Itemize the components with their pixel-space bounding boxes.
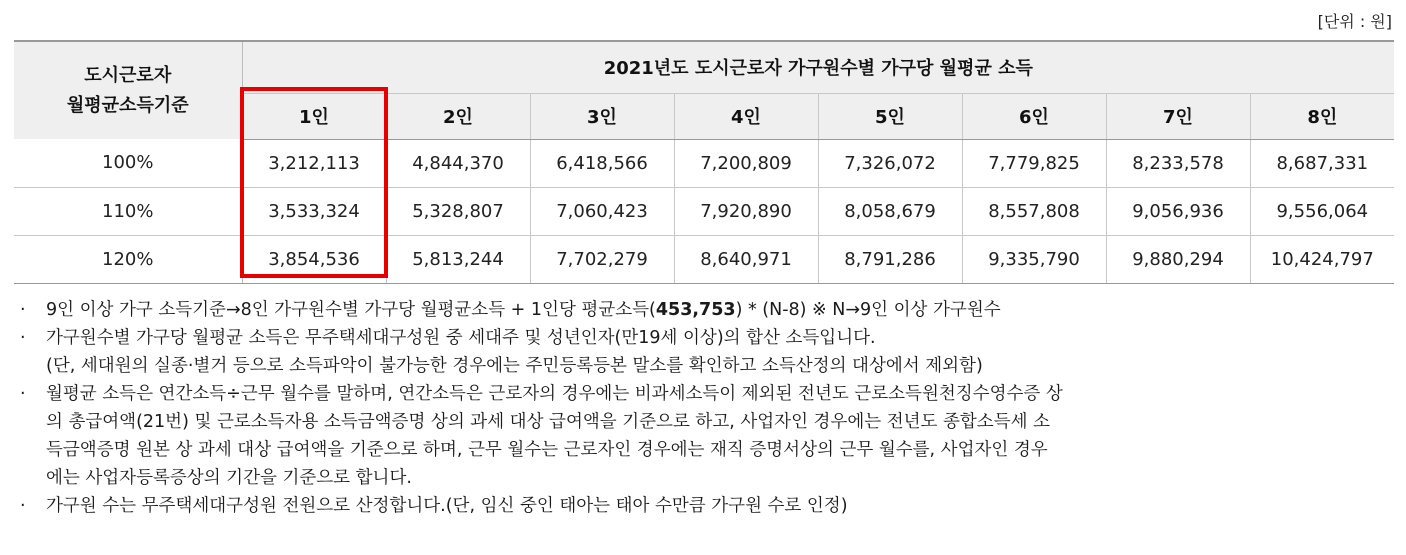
unit-label: [단위 : 원] [1317,12,1392,31]
col-header-3: 3인 [530,93,674,139]
table-cell: 8,058,679 [818,187,962,235]
table-cell: 7,060,423 [530,187,674,235]
note-item [16,380,1396,492]
col-header-5: 5인 [818,93,962,139]
note2-line2: (단, 세대원의 실종·별거 등으로 소득파악이 불가능한 경우에는 주민등록등본 말소를 확인하고 소득산정의 대상에서 제외함) [46,356,983,376]
table-cell: 3,533,324 [242,187,386,235]
bullet: · [20,300,26,320]
note1-part-c: ) * (N-8) ※ N→9인 이상 가구원수 [735,300,1001,320]
table-cell: 7,326,072 [818,139,962,187]
table-cell: 9,335,790 [962,235,1106,283]
table-row [14,139,1394,187]
table-cell: 7,920,890 [674,187,818,235]
group-header: 2021년도 도시근로자 가구원수별 가구당 월평균 소득 [242,41,1394,93]
note3-line2: 의 총급여액(21번) 및 근로소득자용 소득금액증명 상의 과세 대상 급여액을 기준으로 하고, 사업자인 경우에는 전년도 종합소득세 소 [46,412,1050,432]
table-cell: 4,844,370 [386,139,530,187]
col-header-6: 6인 [962,93,1106,139]
note-item [16,324,1396,380]
note-text [46,324,1396,380]
col-header-1: 1인 [242,93,386,139]
bullet: · [20,496,26,516]
table-cell: 8,640,971 [674,235,818,283]
note3-line3: 득금액증명 원본 상 과세 대상 급여액을 기준으로 하며, 근무 월수는 근로자인 경우에는 재직 증명서상의 근무 월수를, 사업자인 경우 [46,440,1048,460]
stub-header-line1: 도시근로자 [84,64,172,86]
bullet: · [20,328,26,348]
note-item [16,296,1396,324]
table-cell: 3,212,113 [242,139,386,187]
col-header-2: 2인 [386,93,530,139]
row-label: 120% [14,235,242,283]
stub-header [14,41,242,139]
table-cell: 8,233,578 [1106,139,1250,187]
income-table [14,40,1394,284]
bullet: · [20,384,26,404]
table-cell: 8,687,331 [1250,139,1394,187]
table-cell: 7,702,279 [530,235,674,283]
table-row [14,187,1394,235]
note3-line4: 에는 사업자등록증상의 기간을 기준으로 합니다. [46,468,412,488]
table-cell: 10,424,797 [1250,235,1394,283]
note-text [46,492,1396,520]
row-label: 110% [14,187,242,235]
table-cell: 7,200,809 [674,139,818,187]
table-cell: 9,880,294 [1106,235,1250,283]
col-header-7: 7인 [1106,93,1250,139]
note1-amount: 453,753 [655,300,736,320]
note-text [46,380,1396,492]
table-cell: 5,813,244 [386,235,530,283]
col-header-8: 8인 [1250,93,1394,139]
col-header-4: 4인 [674,93,818,139]
table-cell: 5,328,807 [386,187,530,235]
note-item [16,492,1396,520]
table-cell: 8,791,286 [818,235,962,283]
notes-list [16,296,1396,520]
note-text [46,296,1396,324]
table-row [14,235,1394,283]
note2-line1: 가구원수별 가구당 월평균 소득은 무주택세대구성원 중 세대주 및 성년인자(만19세 이상)의 합산 소득입니다. [46,328,876,348]
note1-part-a: 9인 이상 가구 소득기준→8인 가구원수별 가구당 월평균소득 + 1인당 평균소득( [46,300,656,320]
table-cell: 6,418,566 [530,139,674,187]
table-cell: 7,779,825 [962,139,1106,187]
table-cell: 9,056,936 [1106,187,1250,235]
note3-line1: 월평균 소득은 연간소득÷근무 월수를 말하며, 연간소득은 근로자의 경우에는 비과세소득이 제외된 전년도 근로소득원천징수영수증 상 [46,384,1063,404]
stub-header-line2: 월평균소득기준 [66,94,189,116]
table-cell: 9,556,064 [1250,187,1394,235]
table-cell: 3,854,536 [242,235,386,283]
note4-text: 가구원 수는 무주택세대구성원 전원으로 산정합니다.(단, 임신 중인 태아는 태아 수만큼 가구원 수로 인정) [46,496,848,516]
row-label: 100% [14,139,242,187]
table-cell: 8,557,808 [962,187,1106,235]
